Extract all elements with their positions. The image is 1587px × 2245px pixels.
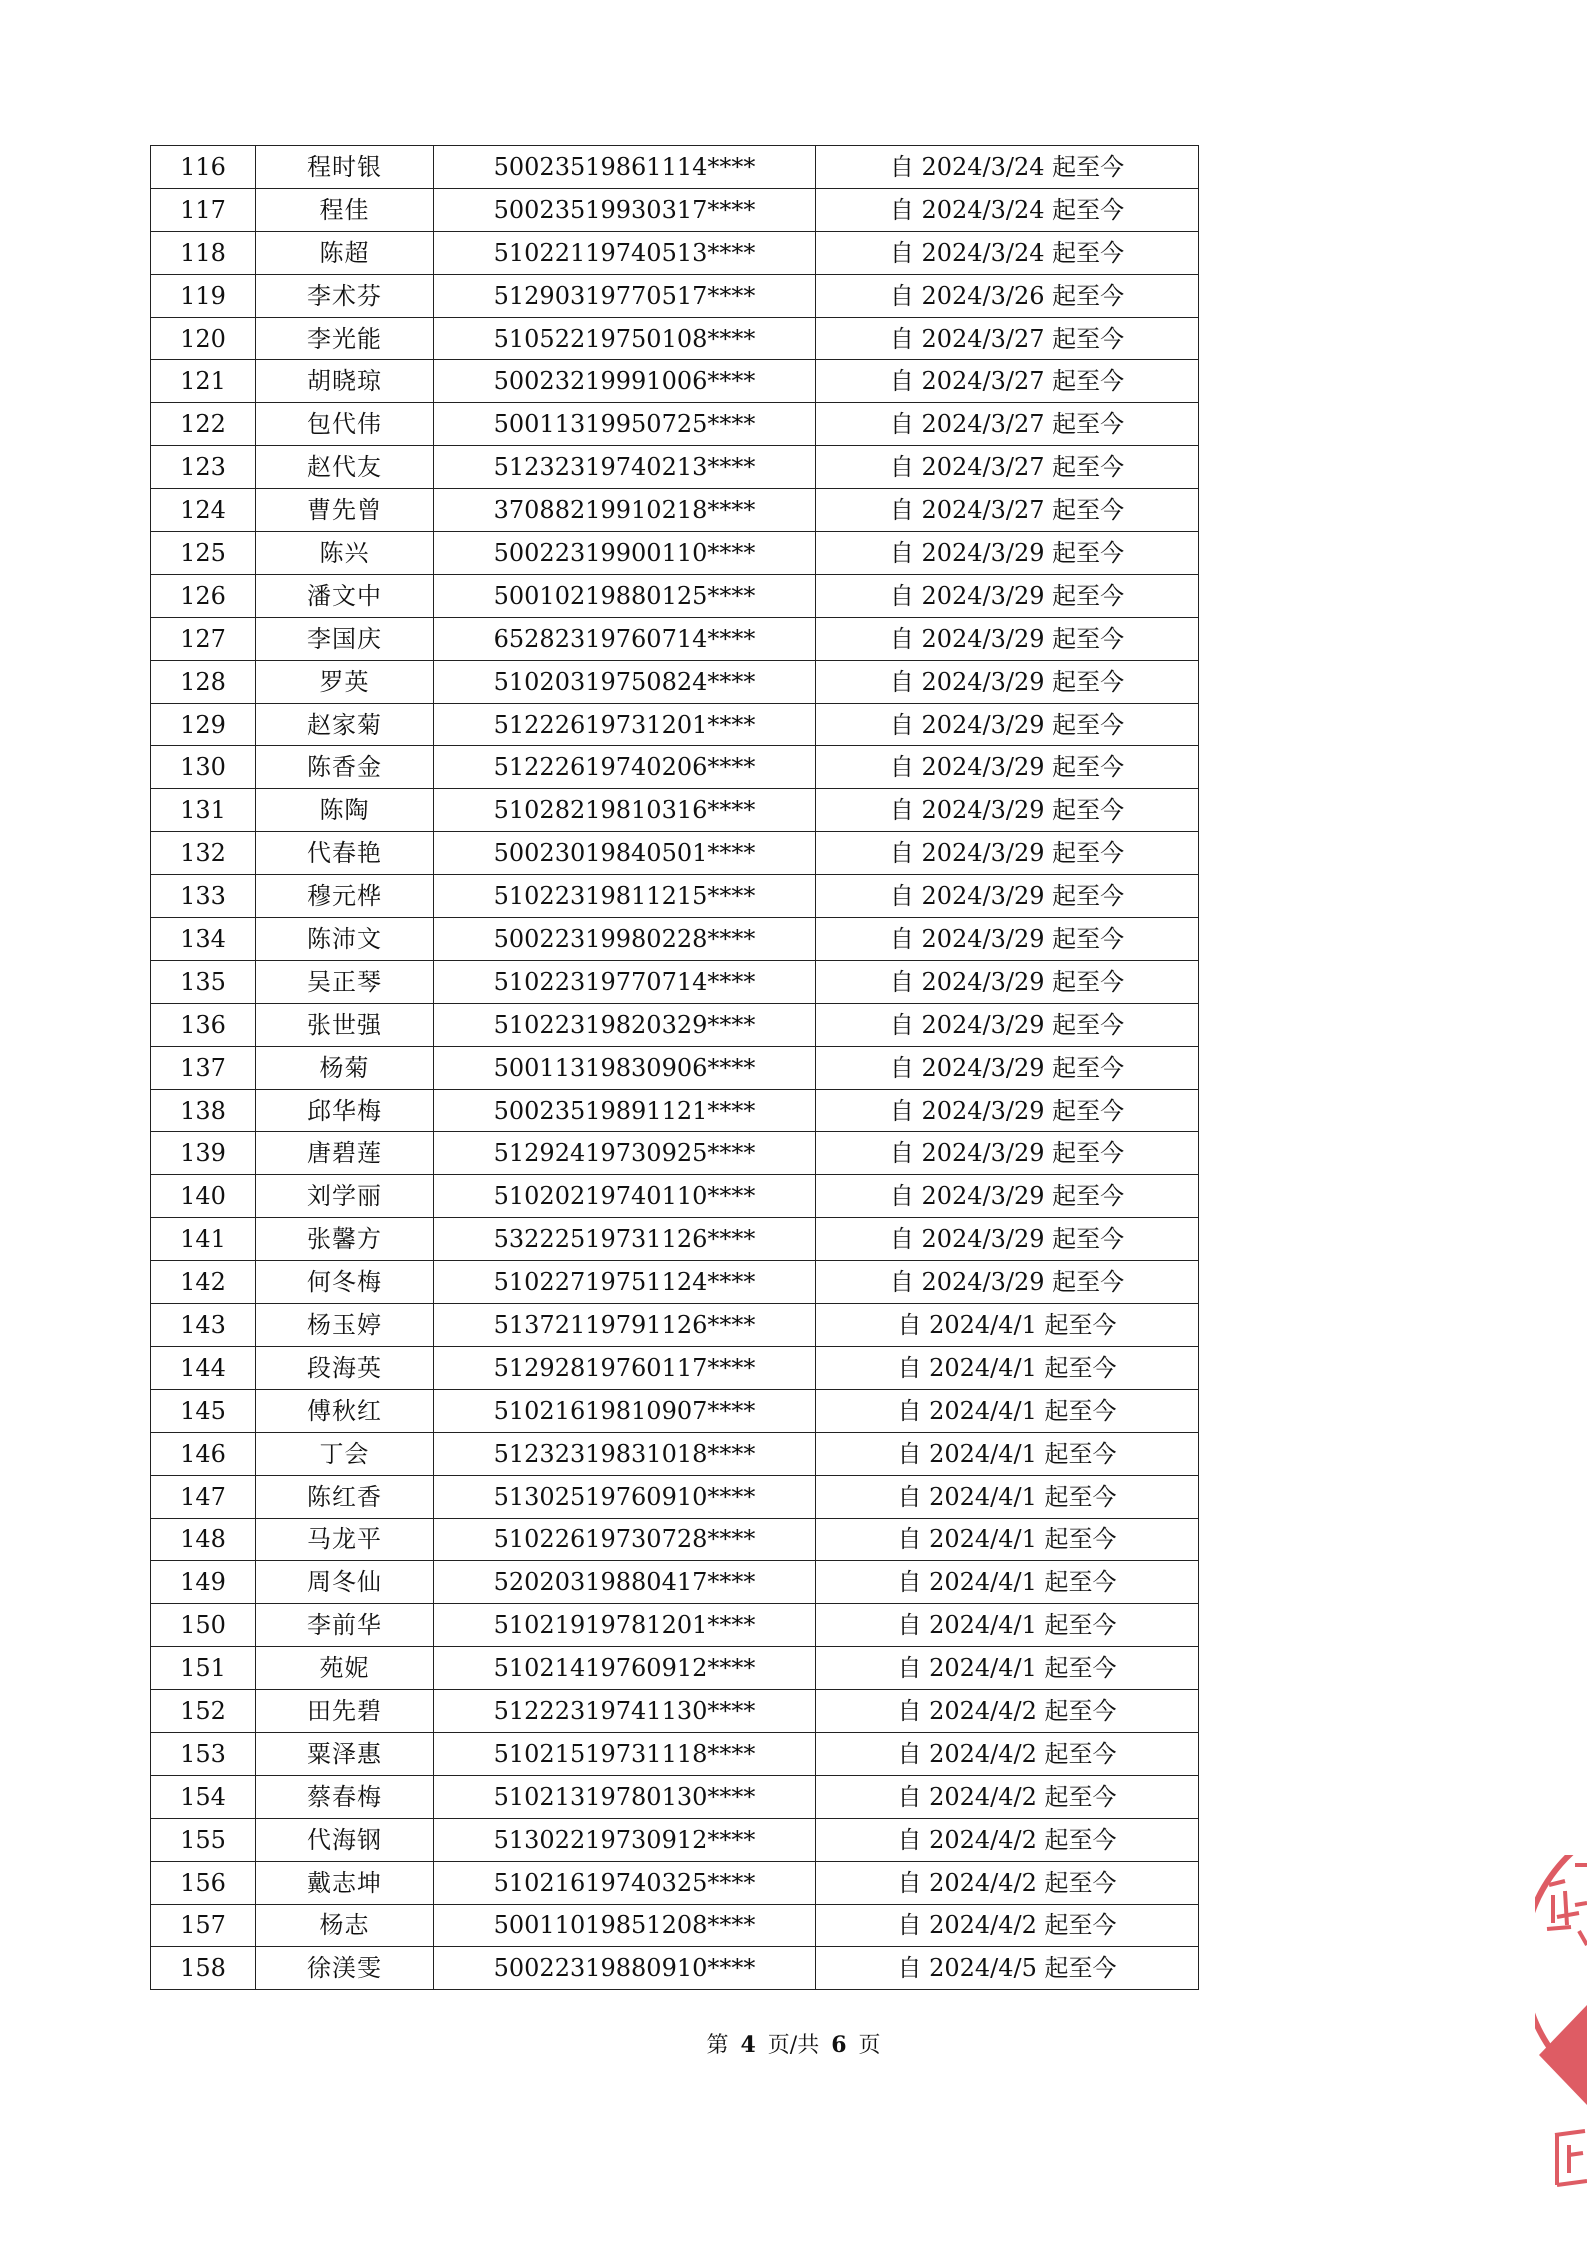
table-row	[151, 703, 1199, 746]
name-cell: 赵代友	[256, 446, 434, 489]
row-number-cell: 143	[151, 1304, 256, 1347]
table-row	[151, 574, 1199, 617]
date-range-cell: 自 2024/3/29 起至今	[816, 1175, 1199, 1218]
table-row	[151, 1818, 1199, 1861]
row-number-cell: 147	[151, 1475, 256, 1518]
row-number-cell: 121	[151, 360, 256, 403]
id-number-cell: 50022319980228****	[434, 918, 816, 961]
row-number-cell: 154	[151, 1775, 256, 1818]
date-range-cell: 自 2024/4/1 起至今	[816, 1604, 1199, 1647]
row-number-cell: 126	[151, 574, 256, 617]
row-number-cell: 139	[151, 1132, 256, 1175]
date-range-cell: 自 2024/3/29 起至今	[816, 1046, 1199, 1089]
id-number-cell: 50023219991006****	[434, 360, 816, 403]
row-number-cell: 146	[151, 1432, 256, 1475]
table-row	[151, 1132, 1199, 1175]
table-row	[151, 918, 1199, 961]
name-cell: 潘文中	[256, 574, 434, 617]
date-range-cell: 自 2024/4/5 起至今	[816, 1947, 1199, 1990]
id-number-cell: 51302219730912****	[434, 1818, 816, 1861]
footer-page-number: 4	[740, 2032, 756, 2058]
date-range-cell: 自 2024/3/29 起至今	[816, 703, 1199, 746]
table-row	[151, 1647, 1199, 1690]
id-number-cell: 51022619730728****	[434, 1518, 816, 1561]
id-number-cell: 52020319880417****	[434, 1561, 816, 1604]
official-seal-fragment	[1535, 1855, 1587, 2195]
row-number-cell: 132	[151, 832, 256, 875]
name-cell: 周冬仙	[256, 1561, 434, 1604]
id-number-cell: 51232319740213****	[434, 446, 816, 489]
id-number-cell: 51020219740110****	[434, 1175, 816, 1218]
date-range-cell: 自 2024/3/27 起至今	[816, 360, 1199, 403]
date-range-cell: 自 2024/4/1 起至今	[816, 1475, 1199, 1518]
table-row	[151, 1775, 1199, 1818]
id-number-cell: 65282319760714****	[434, 617, 816, 660]
id-number-cell: 50011319830906****	[434, 1046, 816, 1089]
row-number-cell: 123	[151, 446, 256, 489]
table-row	[151, 1518, 1199, 1561]
table-row	[151, 1561, 1199, 1604]
id-number-cell: 50023519891121****	[434, 1089, 816, 1132]
id-number-cell: 51222619740206****	[434, 746, 816, 789]
id-number-cell: 50010219880125****	[434, 574, 816, 617]
date-range-cell: 自 2024/3/29 起至今	[816, 1003, 1199, 1046]
table-row	[151, 1947, 1199, 1990]
name-cell: 李前华	[256, 1604, 434, 1647]
id-number-cell: 50011319950725****	[434, 403, 816, 446]
table-row	[151, 746, 1199, 789]
name-cell: 包代伟	[256, 403, 434, 446]
name-cell: 杨菊	[256, 1046, 434, 1089]
name-cell: 曹先曾	[256, 489, 434, 532]
date-range-cell: 自 2024/4/1 起至今	[816, 1389, 1199, 1432]
table-row	[151, 1046, 1199, 1089]
table-row	[151, 532, 1199, 575]
name-cell: 胡晓琼	[256, 360, 434, 403]
row-number-cell: 119	[151, 274, 256, 317]
row-number-cell: 117	[151, 188, 256, 231]
date-range-cell: 自 2024/3/29 起至今	[816, 1132, 1199, 1175]
table-row	[151, 1261, 1199, 1304]
name-cell: 邱华梅	[256, 1089, 434, 1132]
name-cell: 陈香金	[256, 746, 434, 789]
row-number-cell: 153	[151, 1732, 256, 1775]
name-cell: 陈沛文	[256, 918, 434, 961]
table-row	[151, 1003, 1199, 1046]
id-number-cell: 51022319770714****	[434, 960, 816, 1003]
date-range-cell: 自 2024/3/29 起至今	[816, 918, 1199, 961]
name-cell: 李术芬	[256, 274, 434, 317]
id-number-cell: 50023519861114****	[434, 146, 816, 189]
date-range-cell: 自 2024/3/29 起至今	[816, 617, 1199, 660]
date-range-cell: 自 2024/4/1 起至今	[816, 1304, 1199, 1347]
row-number-cell: 130	[151, 746, 256, 789]
id-number-cell: 51232319831018****	[434, 1432, 816, 1475]
row-number-cell: 142	[151, 1261, 256, 1304]
row-number-cell: 138	[151, 1089, 256, 1132]
row-number-cell: 151	[151, 1647, 256, 1690]
id-number-cell: 51021619740325****	[434, 1861, 816, 1904]
table-row	[151, 1475, 1199, 1518]
footer-prefix: 第	[706, 2033, 729, 2058]
name-cell: 陈陶	[256, 789, 434, 832]
date-range-cell: 自 2024/4/1 起至今	[816, 1561, 1199, 1604]
date-range-cell: 自 2024/4/1 起至今	[816, 1346, 1199, 1389]
date-range-cell: 自 2024/3/29 起至今	[816, 789, 1199, 832]
id-number-cell: 50023519930317****	[434, 188, 816, 231]
table-row	[151, 1904, 1199, 1947]
name-cell: 穆元桦	[256, 875, 434, 918]
date-range-cell: 自 2024/3/29 起至今	[816, 1089, 1199, 1132]
table-row	[151, 1604, 1199, 1647]
name-cell: 张馨方	[256, 1218, 434, 1261]
row-number-cell: 127	[151, 617, 256, 660]
name-cell: 程佳	[256, 188, 434, 231]
date-range-cell: 自 2024/3/29 起至今	[816, 532, 1199, 575]
id-number-cell: 50022319880910****	[434, 1947, 816, 1990]
row-number-cell: 156	[151, 1861, 256, 1904]
table-row	[151, 660, 1199, 703]
row-number-cell: 128	[151, 660, 256, 703]
id-number-cell: 53222519731126****	[434, 1218, 816, 1261]
name-cell: 代春艳	[256, 832, 434, 875]
row-number-cell: 116	[151, 146, 256, 189]
id-number-cell: 51290319770517****	[434, 274, 816, 317]
date-range-cell: 自 2024/3/29 起至今	[816, 875, 1199, 918]
date-range-cell: 自 2024/3/29 起至今	[816, 660, 1199, 703]
row-number-cell: 118	[151, 231, 256, 274]
id-number-cell: 51022319820329****	[434, 1003, 816, 1046]
name-cell: 苑妮	[256, 1647, 434, 1690]
table-row	[151, 188, 1199, 231]
footer-suffix: 页	[858, 2033, 881, 2058]
id-number-cell: 51022319811215****	[434, 875, 816, 918]
name-cell: 杨志	[256, 1904, 434, 1947]
name-cell: 陈红香	[256, 1475, 434, 1518]
row-number-cell: 131	[151, 789, 256, 832]
date-range-cell: 自 2024/3/24 起至今	[816, 146, 1199, 189]
date-range-cell: 自 2024/3/27 起至今	[816, 403, 1199, 446]
table-row	[151, 489, 1199, 532]
table-row	[151, 1432, 1199, 1475]
table-row	[151, 1389, 1199, 1432]
table-row	[151, 403, 1199, 446]
id-number-cell: 51292419730925****	[434, 1132, 816, 1175]
name-cell: 程时银	[256, 146, 434, 189]
date-range-cell: 自 2024/3/29 起至今	[816, 1261, 1199, 1304]
date-range-cell: 自 2024/4/1 起至今	[816, 1432, 1199, 1475]
name-cell: 李国庆	[256, 617, 434, 660]
row-number-cell: 155	[151, 1818, 256, 1861]
row-number-cell: 150	[151, 1604, 256, 1647]
table-row	[151, 1218, 1199, 1261]
date-range-cell: 自 2024/4/2 起至今	[816, 1775, 1199, 1818]
date-range-cell: 自 2024/4/2 起至今	[816, 1818, 1199, 1861]
id-number-cell: 50011019851208****	[434, 1904, 816, 1947]
name-cell: 徐渼雯	[256, 1947, 434, 1990]
table-row	[151, 1690, 1199, 1733]
date-range-cell: 自 2024/3/27 起至今	[816, 446, 1199, 489]
table-row	[151, 875, 1199, 918]
seal-stamp-icon	[1535, 1855, 1587, 2195]
footer-total-pages: 6	[831, 2032, 847, 2058]
id-number-cell: 51021919781201****	[434, 1604, 816, 1647]
row-number-cell: 120	[151, 317, 256, 360]
date-range-cell: 自 2024/3/24 起至今	[816, 188, 1199, 231]
row-number-cell: 137	[151, 1046, 256, 1089]
row-number-cell: 144	[151, 1346, 256, 1389]
row-number-cell: 149	[151, 1561, 256, 1604]
date-range-cell: 自 2024/4/2 起至今	[816, 1690, 1199, 1733]
row-number-cell: 141	[151, 1218, 256, 1261]
row-number-cell: 129	[151, 703, 256, 746]
id-number-cell: 51022119740513****	[434, 231, 816, 274]
id-number-cell: 51222319741130****	[434, 1690, 816, 1733]
row-number-cell: 122	[151, 403, 256, 446]
row-number-cell: 124	[151, 489, 256, 532]
date-range-cell: 自 2024/3/24 起至今	[816, 231, 1199, 274]
id-number-cell: 50022319900110****	[434, 532, 816, 575]
row-number-cell: 135	[151, 960, 256, 1003]
name-cell: 田先碧	[256, 1690, 434, 1733]
date-range-cell: 自 2024/3/29 起至今	[816, 1218, 1199, 1261]
table-row	[151, 146, 1199, 189]
row-number-cell: 148	[151, 1518, 256, 1561]
id-number-cell: 51021419760912****	[434, 1647, 816, 1690]
date-range-cell: 自 2024/4/1 起至今	[816, 1518, 1199, 1561]
table-row	[151, 360, 1199, 403]
name-cell: 陈超	[256, 231, 434, 274]
id-number-cell: 51021619810907****	[434, 1389, 816, 1432]
id-number-cell: 37088219910218****	[434, 489, 816, 532]
name-cell: 赵家菊	[256, 703, 434, 746]
table-row	[151, 617, 1199, 660]
table-row	[151, 789, 1199, 832]
name-cell: 杨玉婷	[256, 1304, 434, 1347]
name-cell: 丁会	[256, 1432, 434, 1475]
name-cell: 代海钢	[256, 1818, 434, 1861]
row-number-cell: 140	[151, 1175, 256, 1218]
date-range-cell: 自 2024/3/29 起至今	[816, 960, 1199, 1003]
table-row	[151, 1346, 1199, 1389]
id-number-cell: 51022719751124****	[434, 1261, 816, 1304]
table-row	[151, 1089, 1199, 1132]
id-number-cell: 51292819760117****	[434, 1346, 816, 1389]
name-cell: 李光能	[256, 317, 434, 360]
date-range-cell: 自 2024/3/26 起至今	[816, 274, 1199, 317]
row-number-cell: 136	[151, 1003, 256, 1046]
id-number-cell: 51052219750108****	[434, 317, 816, 360]
name-cell: 吴正琴	[256, 960, 434, 1003]
row-number-cell: 125	[151, 532, 256, 575]
name-cell: 罗英	[256, 660, 434, 703]
table-row	[151, 446, 1199, 489]
date-range-cell: 自 2024/3/29 起至今	[816, 746, 1199, 789]
id-number-cell: 50023019840501****	[434, 832, 816, 875]
table-row	[151, 1861, 1199, 1904]
table-row	[151, 960, 1199, 1003]
date-range-cell: 自 2024/4/1 起至今	[816, 1647, 1199, 1690]
date-range-cell: 自 2024/3/29 起至今	[816, 832, 1199, 875]
table-row	[151, 1732, 1199, 1775]
name-cell: 段海英	[256, 1346, 434, 1389]
name-cell: 刘学丽	[256, 1175, 434, 1218]
id-number-cell: 51302519760910****	[434, 1475, 816, 1518]
date-range-cell: 自 2024/3/27 起至今	[816, 317, 1199, 360]
footer-middle: 页/共	[767, 2033, 820, 2058]
id-number-cell: 51020319750824****	[434, 660, 816, 703]
date-range-cell: 自 2024/3/27 起至今	[816, 489, 1199, 532]
row-number-cell: 157	[151, 1904, 256, 1947]
date-range-cell: 自 2024/4/2 起至今	[816, 1861, 1199, 1904]
id-number-cell: 51372119791126****	[434, 1304, 816, 1347]
name-cell: 何冬梅	[256, 1261, 434, 1304]
table-row	[151, 1304, 1199, 1347]
date-range-cell: 自 2024/3/29 起至今	[816, 574, 1199, 617]
table-row	[151, 317, 1199, 360]
id-number-cell: 51021519731118****	[434, 1732, 816, 1775]
table-row	[151, 274, 1199, 317]
name-cell: 粟泽惠	[256, 1732, 434, 1775]
row-number-cell: 133	[151, 875, 256, 918]
name-cell: 戴志坤	[256, 1861, 434, 1904]
date-range-cell: 自 2024/4/2 起至今	[816, 1732, 1199, 1775]
row-number-cell: 158	[151, 1947, 256, 1990]
table-row	[151, 832, 1199, 875]
roster-table	[150, 145, 1199, 1990]
id-number-cell: 51028219810316****	[434, 789, 816, 832]
roster-table-body	[151, 146, 1199, 1990]
table-row	[151, 1175, 1199, 1218]
name-cell: 傅秋红	[256, 1389, 434, 1432]
id-number-cell: 51222619731201****	[434, 703, 816, 746]
page-footer	[0, 2028, 1587, 2059]
id-number-cell: 51021319780130****	[434, 1775, 816, 1818]
name-cell: 蔡春梅	[256, 1775, 434, 1818]
row-number-cell: 145	[151, 1389, 256, 1432]
name-cell: 陈兴	[256, 532, 434, 575]
row-number-cell: 152	[151, 1690, 256, 1733]
name-cell: 张世强	[256, 1003, 434, 1046]
row-number-cell: 134	[151, 918, 256, 961]
name-cell: 马龙平	[256, 1518, 434, 1561]
table-row	[151, 231, 1199, 274]
name-cell: 唐碧莲	[256, 1132, 434, 1175]
date-range-cell: 自 2024/4/2 起至今	[816, 1904, 1199, 1947]
